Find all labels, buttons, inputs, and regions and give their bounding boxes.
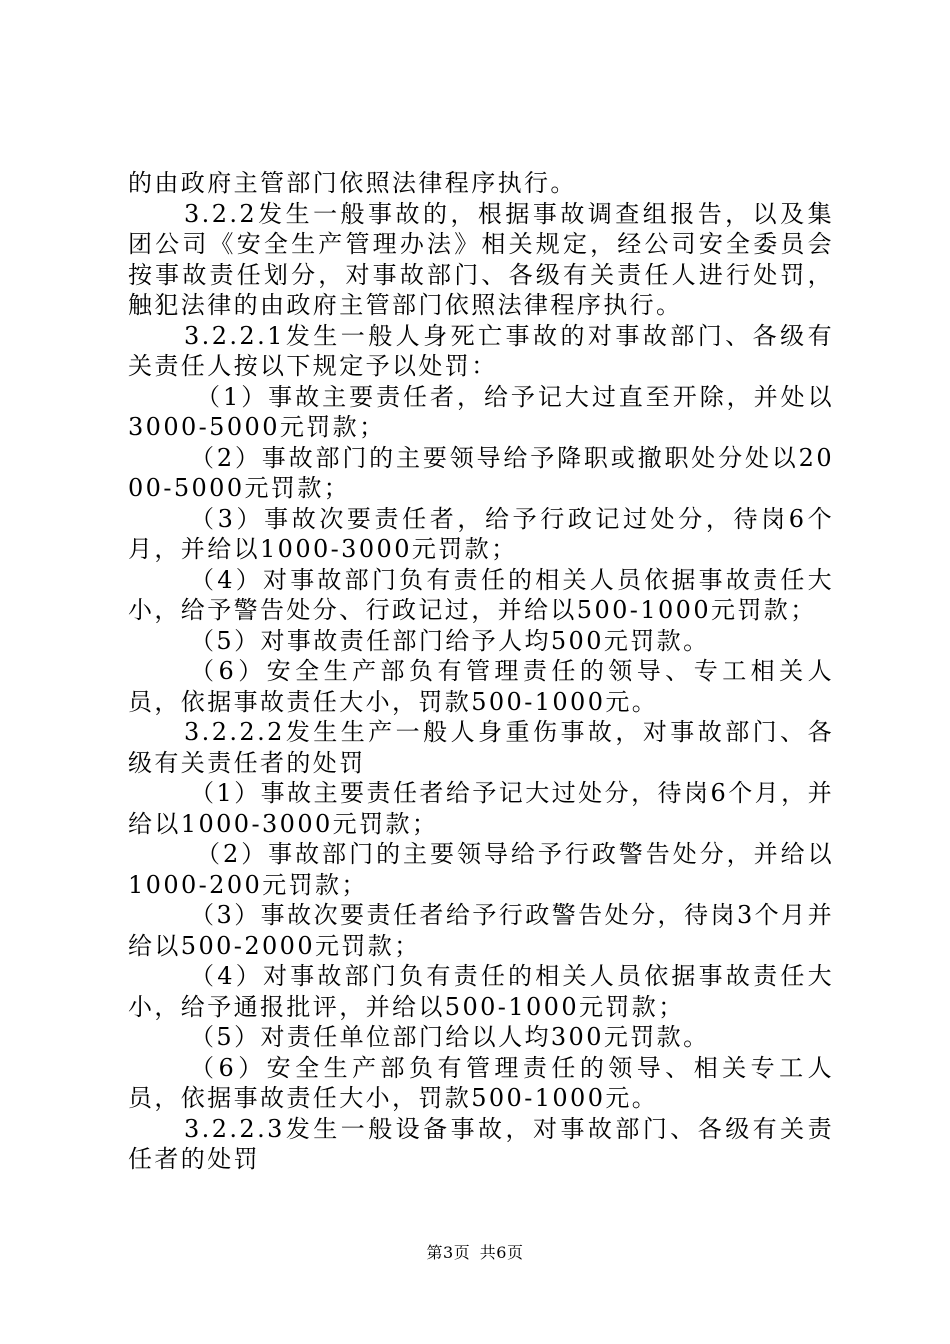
clause-3-2-2-2-item-6: （6）安全生产部负有管理责任的领导、相关专工人员，依据事故责任大小，罚款500-1000元。 bbox=[128, 1053, 834, 1112]
clause-3-2-2-1-item-2: （2）事故部门的主要领导给予降职或撤职处分处以2000-5000元罚款； bbox=[128, 443, 834, 502]
page-total: 共6页 bbox=[479, 1243, 524, 1262]
clause-3-2-2-1: 3.2.2.1发生一般人身死亡事故的对事故部门、各级有关责任人按以下规定予以处罚： bbox=[128, 321, 834, 380]
clause-3-2-2-1-item-4: （4）对事故部门负有责任的相关人员依据事故责任大小，给予警告处分、行政记过，并给以500-1000元罚款； bbox=[128, 565, 834, 624]
clause-3-2-2: 3.2.2发生一般事故的，根据事故调查组报告，以及集团公司《安全生产管理办法》相关规定，经公司安全委员会按事故责任划分，对事故部门、各级有关责任人进行处罚，触犯法律的由政府主管部门依照法律程序执行。 bbox=[128, 199, 834, 319]
page-footer bbox=[0, 1242, 950, 1264]
document-body bbox=[128, 168, 834, 1175]
clause-3-2-2-1-item-6: （6）安全生产部负有管理责任的领导、专工相关人员，依据事故责任大小，罚款500-1000元。 bbox=[128, 657, 834, 716]
page-number: 第3页 bbox=[426, 1243, 471, 1262]
clause-3-2-2-3: 3.2.2.3发生一般设备事故，对事故部门、各级有关责任者的处罚 bbox=[128, 1114, 834, 1173]
clause-3-2-2-2-item-5: （5）对责任单位部门给以人均300元罚款。 bbox=[190, 1023, 710, 1051]
paragraph-continuation: 的由政府主管部门依照法律程序执行。 bbox=[128, 169, 577, 197]
clause-3-2-2-2-item-3: （3）事故次要责任者给予行政警告处分，待岗3个月并给以500-2000元罚款； bbox=[128, 901, 834, 960]
clause-3-2-2-2-item-4: （4）对事故部门负有责任的相关人员依据事故责任大小，给予通报批评，并给以500-1000元罚款； bbox=[128, 962, 834, 1021]
clause-3-2-2-2: 3.2.2.2发生生产一般人身重伤事故，对事故部门、各级有关责任者的处罚 bbox=[128, 718, 834, 777]
clause-3-2-2-1-item-1: （1）事故主要责任者，给予记大过直至开除，并处以3000-5000元罚款； bbox=[128, 382, 834, 441]
clause-3-2-2-1-item-5: （5）对事故责任部门给予人均500元罚款。 bbox=[190, 626, 710, 655]
clause-3-2-2-2-item-2: （2）事故部门的主要领导给予行政警告处分，并给以1000-200元罚款； bbox=[128, 840, 834, 899]
clause-3-2-2-2-item-1: （1）事故主要责任者给予记大过处分，待岗6个月，并给以1000-3000元罚款； bbox=[128, 779, 834, 838]
clause-3-2-2-1-item-3: （3）事故次要责任者，给予行政记过处分，待岗6个月，并给以1000-3000元罚款； bbox=[128, 504, 834, 563]
